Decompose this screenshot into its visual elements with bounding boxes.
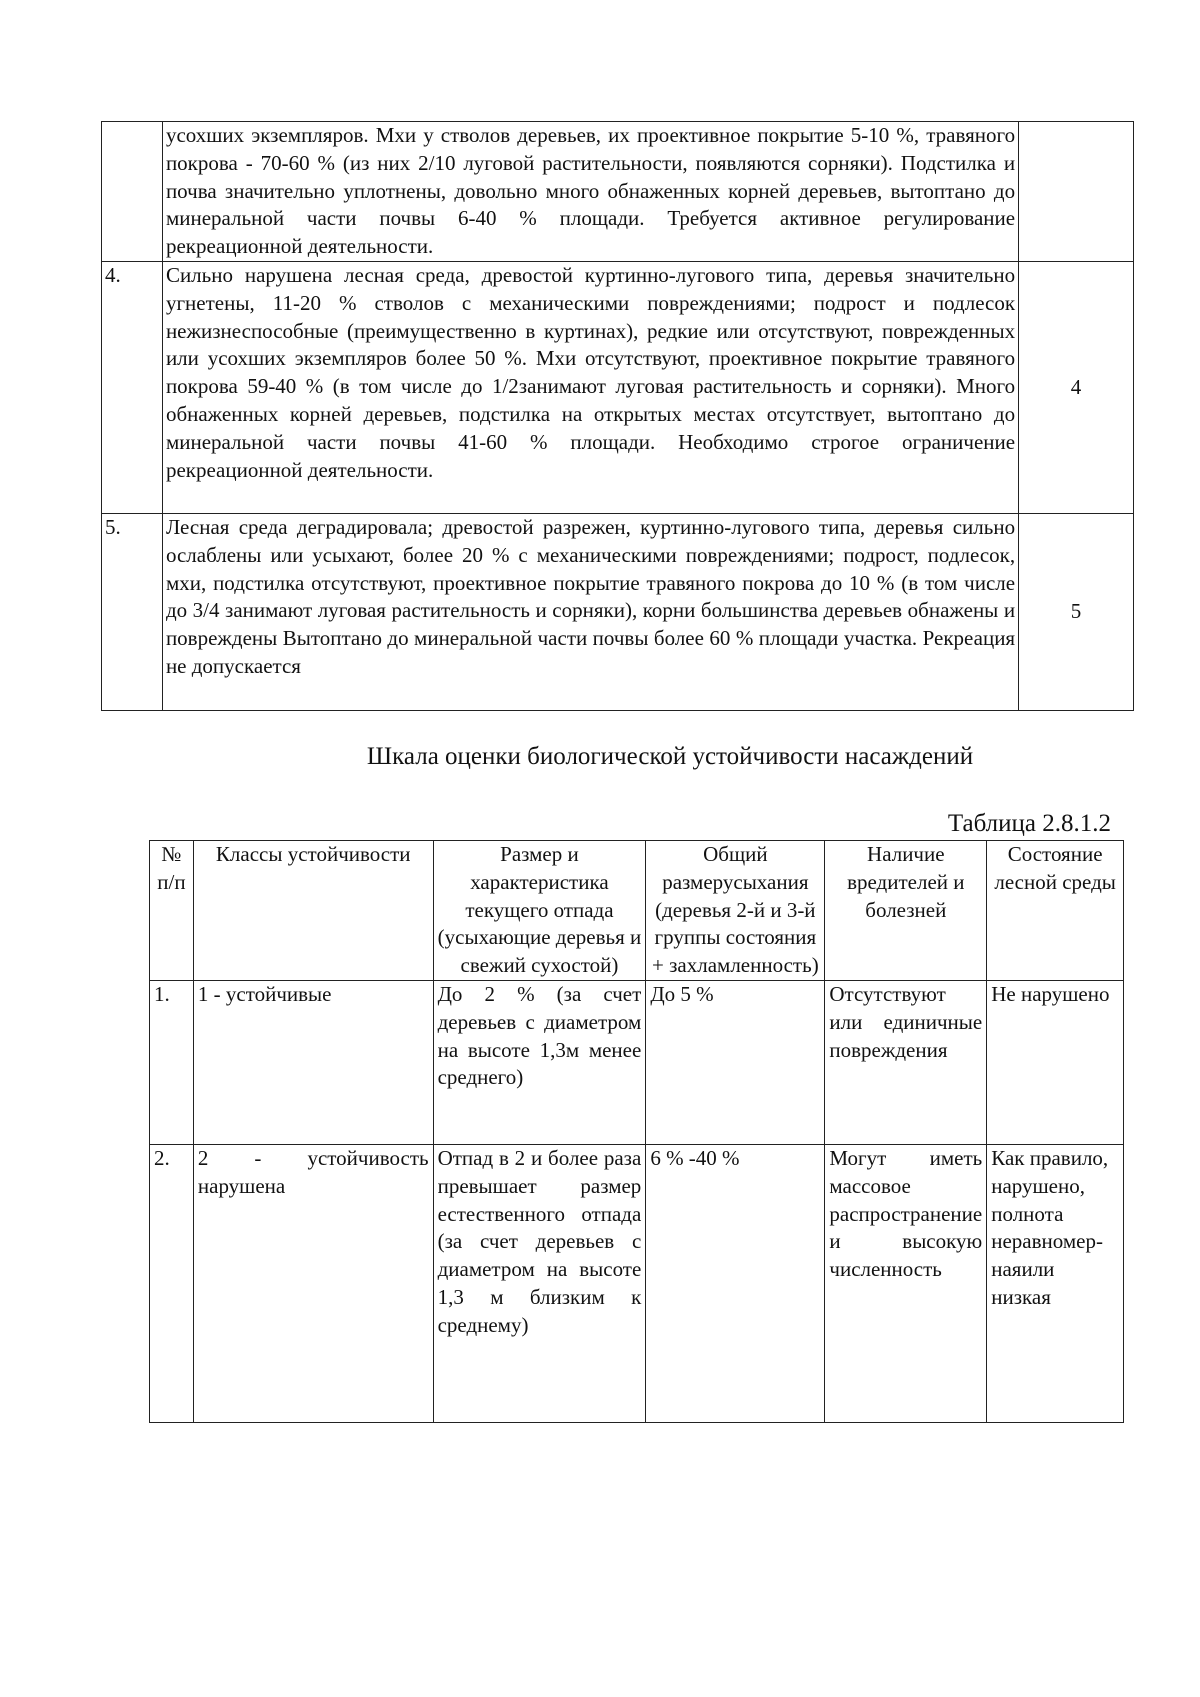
stage-description: Лесная среда деградировала; древостой разрежен, куртинно-лугового типа, деревья сильно ослаблены или усыхают, более 20 % с механическими повреждениями; подрост, подлесок, мхи, подстилка отсутствуют, проективное покрытие травяного покрова до 10 % (в том числе до 3/4 занимают луговая растительность и сорняки), корни большинства деревьев обнажены и повреждены Вытоптано до минеральной части почвы более 60 % площади участка. Рекреация не допускается	[162, 513, 1018, 710]
row-number: 2.	[150, 1144, 194, 1422]
table-header-row	[150, 841, 1124, 981]
pests: Отсутствуют или единичные повреждения	[825, 980, 987, 1144]
current-fall: До 2 % (за счет деревьев с диаметром на высоте 1,3м менее среднего)	[433, 980, 646, 1144]
recreation-stages-table	[101, 121, 1134, 711]
table-row	[102, 261, 1134, 513]
total-drying: До 5 %	[646, 980, 825, 1144]
total-drying: 6 % -40 %	[646, 1144, 825, 1422]
table-row	[102, 122, 1134, 262]
current-fall: Отпад в 2 и более раза превышает размер естественного отпада (за счет деревьев с диаметром на высоте 1,3 м близким к среднему)	[433, 1144, 646, 1422]
header-forest-environment: Состояние лесной среды	[987, 841, 1124, 981]
stage-score	[1019, 122, 1134, 262]
table-row	[150, 980, 1124, 1144]
forest-environment: Не нарушено	[987, 980, 1124, 1144]
row-number: 5.	[102, 513, 163, 710]
stage-score: 5	[1019, 513, 1134, 710]
stability-class: 1 - устойчивые	[193, 980, 433, 1144]
forest-environment: Как правило, нарушено, полнота неравномер-наяили низкая	[987, 1144, 1124, 1422]
header-total-drying: Общий размерусыхания (деревья 2-й и 3-й группы состояния + захламленность)	[646, 841, 825, 981]
stability-class: 2 - устойчивость нарушена	[193, 1144, 433, 1422]
row-number	[102, 122, 163, 262]
header-number: № п/п	[150, 841, 194, 981]
header-pests: Наличие вредителей и болезней	[825, 841, 987, 981]
header-stability-class: Классы устойчивости	[193, 841, 433, 981]
section-caption: Шкала оценки биологической устойчивости насаждений	[366, 743, 974, 770]
table-row	[150, 1144, 1124, 1422]
stage-description: Сильно нарушена лесная среда, древостой куртинно-лугового типа, деревья значительно угнетены, 11-20 % стволов с механическими повреждениями; подрост и подлесок нежизнеспособные (преимущественно в куртинах), редкие или отсутствуют, поврежденных или усохших экземпляров более 50 %. Мхи отсутствуют, проективное покрытие травяного покрова 59-40 % (в том числе до 1/2занимают луговая растительность и сорняки). Много обнаженных корней деревьев, подстилка на открытых местах отсутствует, вытоптано до минеральной части почвы 41-60 % площади. Необходимо строгое ограничение рекреационной деятельности.	[162, 261, 1018, 513]
row-number: 1.	[150, 980, 194, 1144]
header-current-fall: Размер и характеристика текущего отпада (усыхающие деревья и свежий сухостой)	[433, 841, 646, 981]
table-number-label: Таблица 2.8.1.2	[947, 810, 1111, 837]
stage-description: усохших экземпляров. Мхи у стволов деревьев, их проективное покрытие 5-10 %, травяного покрова - 70-60 % (из них 2/10 луговой растительности, появляются сорняки). Подстилка и почва значительно уплотнены, довольно много обнаженных корней деревьев, вытоптано до минеральной части почвы 6-40 % площади. Требуется активное регулирование рекреационной деятельности.	[162, 122, 1018, 262]
stage-score: 4	[1019, 261, 1134, 513]
row-number: 4.	[102, 261, 163, 513]
stability-scale-table	[149, 840, 1124, 1423]
table-row	[102, 513, 1134, 710]
pests: Могут иметь массовое распространение и высокую численность	[825, 1144, 987, 1422]
